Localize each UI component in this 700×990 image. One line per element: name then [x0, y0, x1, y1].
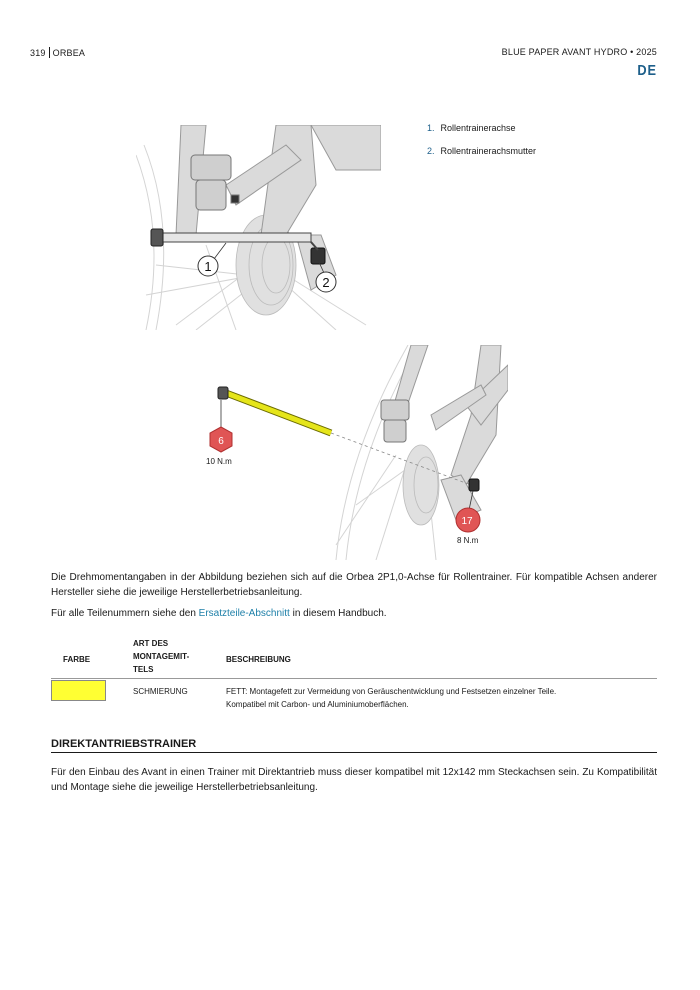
direct-drive-paragraph: Für den Einbau des Avant in einen Trainer mit Direktantrieb muss dieser kompatibel mit 12x142 mm Steckachsen sein. Zu Kompatibilität und Montage siehe die jeweilige Herstellerbetriebsanleitung.	[51, 767, 657, 793]
header-separator	[49, 47, 50, 58]
callout-2: 2	[322, 275, 330, 290]
parts-reference-paragraph: Für alle Teilenummern siehe den Ersatzteile-Abschnitt in diesem Handbuch.	[51, 608, 387, 619]
torque-value-1: 6	[218, 436, 224, 447]
torque-label-1: 10 N.m	[206, 457, 232, 466]
page-number: 319	[30, 48, 46, 58]
brand-name: ORBEA	[52, 48, 86, 58]
callout-1: 1	[204, 259, 212, 274]
figure-trainer-axle-exploded	[196, 345, 508, 560]
torque-value-2: 17	[461, 516, 473, 527]
torque-label-2: 8 N.m	[457, 536, 479, 545]
page-header-left	[30, 47, 85, 58]
torque-note-paragraph: Die Drehmomentangaben in der Abbildung beziehen sich auf die Orbea 2P1,0-Achse für Rollentrainer. Für kompatible Achsen anderer Hersteller siehe die jeweilige Herstellerbetriebsanleitung.	[51, 572, 657, 598]
figure-trainer-axle-installed	[136, 125, 381, 330]
language-tag: DE	[637, 62, 657, 79]
table-cell-description: FETT: Montagefett zur Vermeidung von Geräuschentwicklung und Festsetzen einzelner Teile. Kompatibel mit Carbon- und Aluminiumoberflächen.	[226, 687, 557, 709]
section-divider	[51, 752, 657, 753]
table-divider	[51, 678, 657, 679]
column-header-type: ART DES MONTAGEMIT- TELS	[133, 639, 190, 674]
column-header-color: FARBE	[63, 655, 91, 664]
column-header-description: BESCHREIBUNG	[226, 655, 291, 664]
document-title: BLUE PAPER AVANT HYDRO • 2025	[501, 47, 657, 57]
figure-legend	[427, 123, 536, 169]
legend-item: 1. Rollentrainerachse	[427, 123, 516, 133]
table-cell-type: SCHMIERUNG	[133, 687, 188, 696]
section-title: DIREKTANTRIEBSTRAINER	[51, 738, 197, 750]
spare-parts-link[interactable]: Ersatzteile-Abschnitt	[198, 608, 290, 619]
legend-item: 2. Rollentrainerachsmutter	[427, 146, 537, 156]
grease-color-swatch	[51, 680, 106, 701]
